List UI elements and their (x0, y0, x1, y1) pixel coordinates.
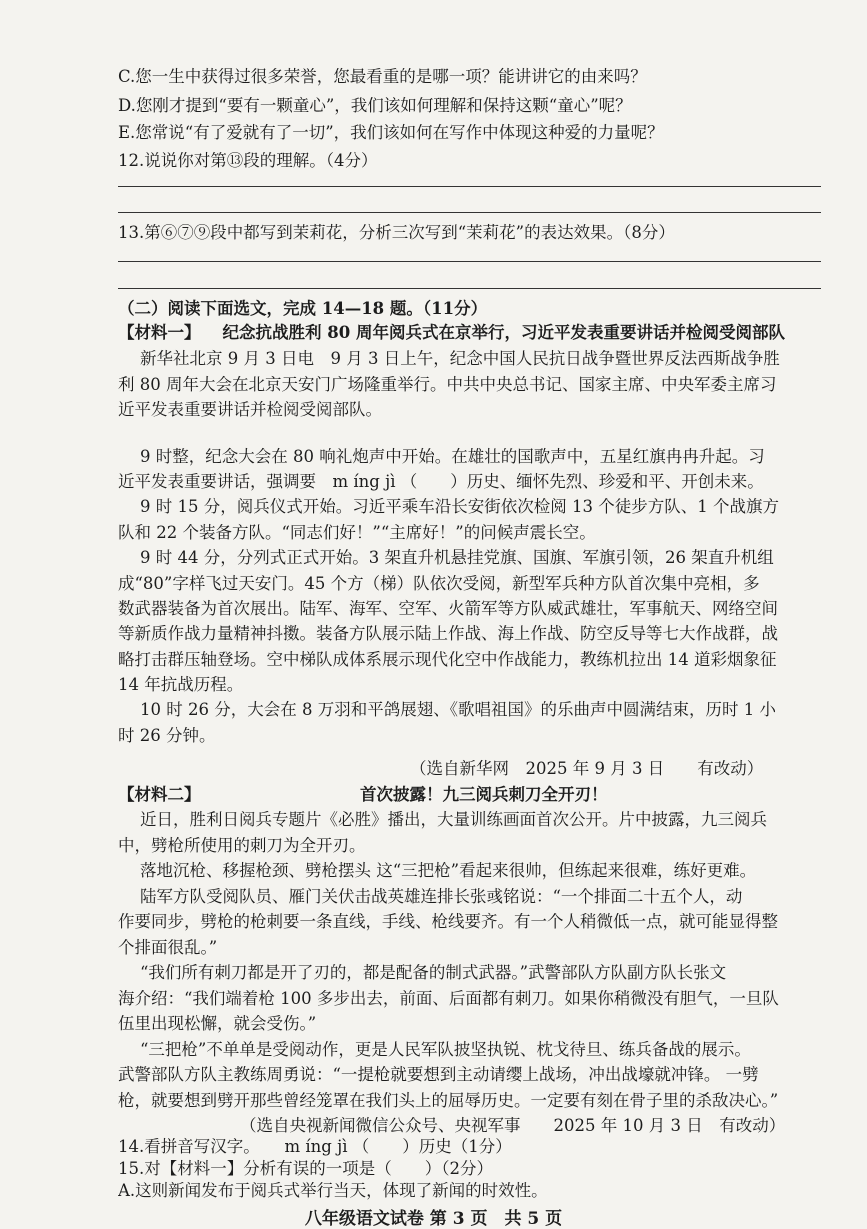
material-2-line: 陆军方队受阅队员、雁门关伏击战英雄连排长张彧铭说：“一个排面二十五个人，动 (140, 887, 743, 906)
answer-line (118, 212, 821, 213)
answer-line (118, 261, 821, 262)
material-2-line: 落地沉枪、移握枪颈、劈枪摆头 这“三把枪”看起来很帅，但练起来很难，练好更难。 (140, 861, 757, 880)
material-1-line: 近平发表重要讲话，强调要 m íng jì （ ）历史、缅怀先烈、珍爱和平、开创未来。 (118, 472, 764, 491)
question-15: 15.对【材料一】分析有误的一项是（ ）（2分） (118, 1159, 493, 1178)
material-1-line: 9 时整，纪念大会在 80 响礼炮声中开始。在雄壮的国歌声中，五星红旗冉冉升起。习 (140, 447, 765, 466)
material-2-line: “我们所有刺刀都是开了刃的，都是配备的制式武器。”武警部队方队副方队长张文 (140, 963, 727, 982)
material-2-label: 【材料二】 (118, 785, 201, 804)
material-1-header (118, 322, 817, 344)
material-2-line: 海介绍：“我们端着枪 100 多步出去，前面、后面都有刺刀。如果你稍微没有胆气，一旦队 (118, 989, 779, 1008)
answer-line (118, 288, 821, 289)
material-1-line: 14 年抗战历程。 (118, 675, 244, 694)
material-1-line: 利 80 周年大会在北京天安门广场隆重举行。中共中央总书记、国家主席、中央军委主席习 (118, 375, 777, 394)
question-14: 14.看拼音写汉字。 m íng jì （ ）历史（1分） (118, 1137, 512, 1156)
material-2-line: 作要同步，劈枪的枪刺要一条直线，手线、枪线要齐。有一个人稍微低一点，就可能显得整 (118, 912, 778, 931)
question-15-option-a: A.这则新闻发布于阅兵式举行当天，体现了新闻的时效性。 (118, 1181, 548, 1200)
material-1-line: 近平发表重要讲话并检阅受阅部队。 (118, 400, 382, 419)
q11-option-c: C.您一生中获得过很多荣誉，您最看重的是哪一项？能讲讲它的由来吗？ (118, 67, 647, 86)
material-1-headline: 纪念抗战胜利 80 周年阅兵式在京举行，习近平发表重要讲话并检阅受阅部队 (222, 323, 785, 342)
material-1-source: （选自新华网 2025 年 9 月 3 日 有改动） (410, 759, 764, 778)
material-1-line: 10 时 26 分，大会在 8 万羽和平鸽展翅、《歌唱祖国》的乐曲声中圆满结束，历时 1 小 (140, 700, 776, 719)
material-2-source: （选自央视新闻微信公众号、央视军事 2025 年 10 月 3 日 有改动） (240, 1116, 786, 1135)
answer-line (118, 186, 821, 187)
q11-option-d: D.您刚才提到“要有一颗童心”，我们该如何理解和保持这颗“童心”呢？ (118, 96, 632, 115)
material-1-line: 时 26 分钟。 (118, 726, 216, 745)
q11-option-e: E.您常说“有了爱就有了一切”，我们该如何在写作中体现这种爱的力量呢？ (118, 123, 664, 142)
material-2-headline: 首次披露！九三阅兵刺刀全开刃！ (360, 785, 608, 804)
section-2-title: （二）阅读下面选文，完成 14—18 题。（11分） (118, 299, 488, 318)
question-13: 13.第⑥⑦⑨段中都写到茉莉花，分析三次写到“茉莉花”的表达效果。（8分） (118, 223, 675, 242)
material-1-label: 【材料一】 (118, 323, 201, 342)
question-12: 12.说说你对第⑬段的理解。（4分） (118, 151, 378, 170)
material-2-line: 中，劈枪所使用的刺刀为全开刃。 (118, 836, 366, 855)
material-2-line: 武警部队方队主教练周勇说：“一提枪就要想到主动请缨上战场，冲出战壕就冲锋。 一劈 (118, 1065, 759, 1084)
material-1-line: 队和 22 个装备方队。“同志们好！”“主席好！”的问候声震长空。 (118, 523, 596, 542)
material-1-line: 成“80”字样飞过天安门。45 个方（梯）队依次受阅，新型军兵种方队首次集中亮相，多 (118, 574, 760, 593)
material-2-line: 枪，就要想到劈开那些曾经笼罩在我们头上的屈辱历史。一定要有刻在骨子里的杀敌决心。” (118, 1091, 779, 1110)
material-2-line: 伍里出现松懈，就会受伤。” (118, 1014, 317, 1033)
material-1-line: 新华社北京 9 月 3 日电 9 月 3 日上午，纪念中国人民抗日战争暨世界反法西斯战争胜 (140, 349, 780, 368)
material-1-line: 数武器装备为首次展出。陆军、海军、空军、火箭军等方队威武雄壮，军事航天、网络空间 (118, 599, 778, 618)
material-1-line: 9 时 15 分，阅兵仪式开始。习近平乘车沿长安街依次检阅 13 个徒步方队、1 个战旗方 (140, 497, 779, 516)
material-1-line: 9 时 44 分，分列式正式开始。3 架直升机悬挂党旗、国旗、军旗引领，26 架直升机组 (140, 548, 774, 567)
material-1-line: 略打击群压轴登场。空中梯队成体系展示现代化空中作战能力，教练机拉出 14 道彩烟象征 (118, 650, 777, 669)
material-2-line: 个排面很乱。” (118, 938, 218, 957)
material-2-line: “三把枪”不单单是受阅动作，更是人民军队披坚执锐、枕戈待旦、练兵备战的展示。 (140, 1040, 751, 1059)
material-1-line: 等新质作战力量精神抖擞。装备方队展示陆上作战、海上作战、防空反导等七大作战群，战 (118, 624, 778, 643)
material-2-line: 近日，胜利日阅兵专题片《必胜》播出，大量训练画面首次公开。片中披露，九三阅兵 (140, 810, 767, 829)
page-footer: 八年级语文试卷 第 3 页 共 5 页 (304, 1209, 563, 1229)
